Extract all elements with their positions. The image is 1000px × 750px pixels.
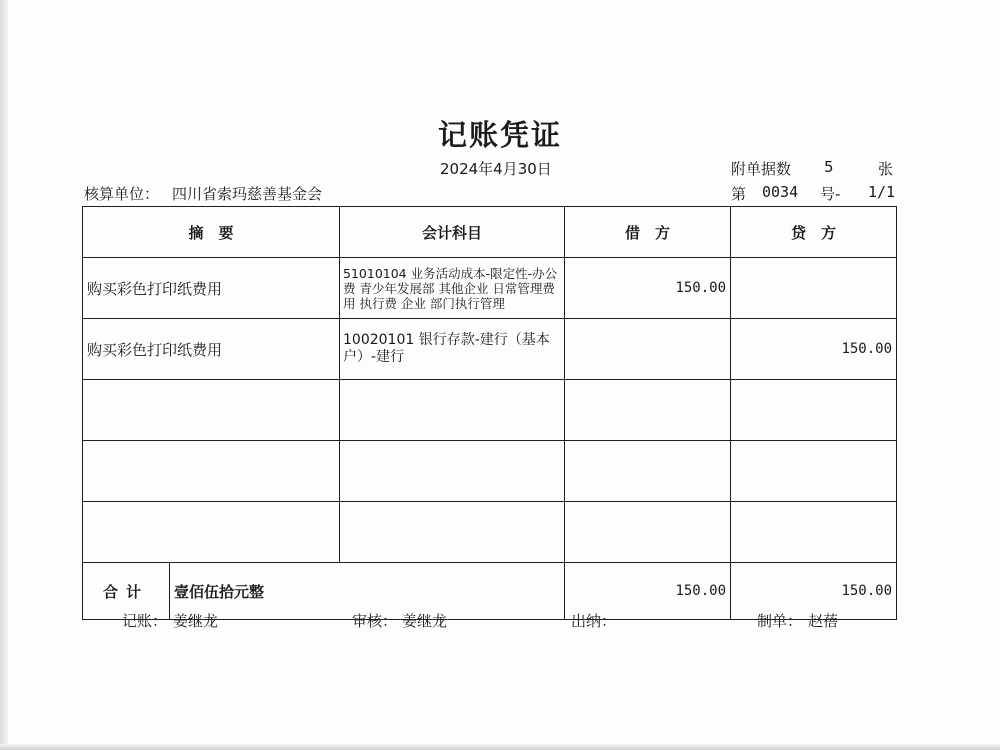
attachments-unit: 张: [878, 160, 894, 178]
row-account: [340, 502, 565, 563]
header-debit: 借 方: [565, 207, 731, 258]
row-account: [340, 441, 565, 502]
attachments-count: 5: [824, 158, 834, 176]
table-row: [83, 380, 897, 441]
reviewer-name: 姜继龙: [402, 612, 448, 630]
table-header-row: [83, 207, 897, 258]
row-debit: [565, 380, 731, 441]
row-debit: [565, 502, 731, 563]
row-credit: 150.00: [731, 319, 897, 380]
total-credit: 150.00: [731, 563, 897, 620]
row-debit: [565, 441, 731, 502]
voucher-number-prefix: 第: [731, 185, 747, 203]
row-summary: 购买彩色打印纸费用: [83, 319, 340, 380]
cashier-label: 出纳：: [571, 612, 617, 630]
table-row: [83, 319, 897, 380]
voucher-date: 2024年4月30日: [440, 160, 552, 178]
row-credit: [731, 258, 897, 319]
row-summary: 购买彩色打印纸费用: [83, 258, 340, 319]
total-label: 合计: [83, 563, 170, 620]
table-row: [83, 258, 897, 319]
unit-label: 核算单位：: [84, 185, 160, 203]
row-credit: [731, 380, 897, 441]
total-amount-in-words: 壹佰伍拾元整: [170, 563, 565, 620]
row-summary: [83, 502, 340, 563]
header-summary: 摘 要: [83, 207, 340, 258]
row-account: 10020101 银行存款-建行（基本户）-建行: [340, 319, 565, 380]
voucher-table: [82, 206, 897, 620]
table-row: [83, 502, 897, 563]
row-debit: 150.00: [565, 258, 731, 319]
preparer-label: 制单：: [757, 612, 803, 630]
voucher-number-suffix: 号-: [820, 185, 841, 203]
preparer-name: 赵蓓: [808, 612, 839, 630]
voucher-title: 记账凭证: [437, 118, 562, 152]
header-account: 会计科目: [340, 207, 565, 258]
voucher-number: 0034: [762, 183, 799, 201]
table-row: [83, 441, 897, 502]
voucher-page: 1/1: [868, 183, 896, 201]
unit-name: 四川省索玛慈善基金会: [172, 185, 323, 203]
header-credit: 贷 方: [731, 207, 897, 258]
bookkeeper-label: 记账：: [122, 612, 168, 630]
scan-edge-bottom: [0, 744, 1000, 750]
row-summary: [83, 380, 340, 441]
total-debit: 150.00: [565, 563, 731, 620]
row-credit: [731, 441, 897, 502]
attachments-label: 附单据数: [731, 160, 792, 178]
row-account: [340, 380, 565, 441]
row-summary: [83, 441, 340, 502]
bookkeeper-name: 姜继龙: [173, 612, 219, 630]
row-credit: [731, 502, 897, 563]
row-account: 51010104 业务活动成本-限定性-办公费 青少年发展部 其他企业 日常管理费用 执行费 企业 部门执行管理: [340, 258, 565, 319]
reviewer-label: 审核：: [352, 612, 398, 630]
row-debit: [565, 319, 731, 380]
